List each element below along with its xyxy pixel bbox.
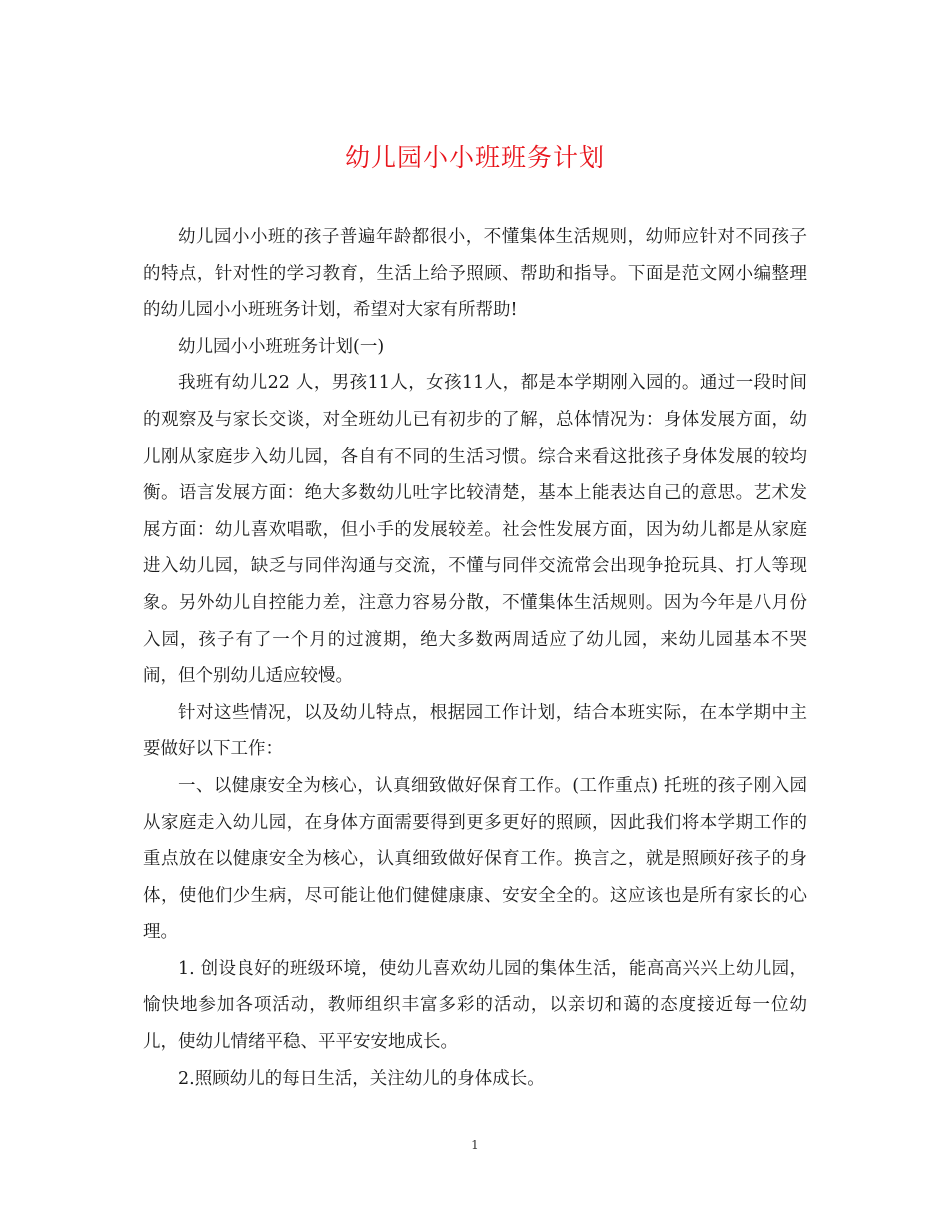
page-number: 1 [471,1138,479,1152]
plan-intro-paragraph: 针对这些情况，以及幼儿特点，根据园工作计划，结合本班实际，在本学期中主要做好以下工作： [143,702,807,760]
subitem-two-paragraph: 2.照顾幼儿的每日生活，关注幼儿的身体成长。 [178,1068,545,1089]
section-heading: 幼儿园小小班班务计划(一) [178,336,385,357]
document-body [143,219,807,1097]
subitem-one-paragraph: 1. 创设良好的班级环境，使幼儿喜欢幼儿园的集体生活，能高高兴兴上幼儿园，愉快地参加各项活动，教师组织丰富多彩的活动，以亲切和蔼的态度接近每一位幼儿，使幼儿情绪平稳、平平安安地成长。 [143,958,807,1053]
class-overview-paragraph: 我班有幼儿22 人，男孩11人，女孩11人，都是本学期刚入园的。通过一段时间的观察及与家长交谈，对全班幼儿已有初步的了解，总体情况为：身体发展方面，幼儿刚从家庭步入幼儿园，各自有不同的生活习惯。综合来看这批孩子身体发展的较均衡。语言发展方面：绝大多数幼儿吐字比较清楚，基本上能表达自己的意思。艺术发展方面：幼儿喜欢唱歌，但小手的发展较差。社会性发展方面，因为幼儿都是从家庭进入幼儿园，缺乏与同伴沟通与交流，不懂与同伴交流常会出现争抢玩具、打人等现象。另外幼儿自控能力差，注意力容易分散，不懂集体生活规则。因为今年是八月份入园，孩子有了一个月的过渡期，绝大多数两周适应了幼儿园，来幼儿园基本不哭闹，但个别幼儿适应较慢。 [143,373,807,687]
intro-paragraph: 幼儿园小小班的孩子普遍年龄都很小，不懂集体生活规则，幼师应针对不同孩子的特点，针对性的学习教育，生活上给予照顾、帮助和指导。下面是范文网小编整理的幼儿园小小班班务计划，希望对大家有所帮助! [143,227,807,321]
item-one-paragraph: 一、以健康安全为核心，认真细致做好保育工作。(工作重点) 托班的孩子刚入园从家庭走入幼儿园，在身体方面需要得到更多更好的照顾，因此我们将本学期工作的重点放在以健康安全为核心，认真细致做好保育工作。换言之，就是照顾好孩子的身体，使他们少生病，尽可能让他们健健康康、安安全全的。这应该也是所有家长的心理。 [143,775,807,943]
document-title: 幼儿园小小班班务计划 [344,143,605,172]
